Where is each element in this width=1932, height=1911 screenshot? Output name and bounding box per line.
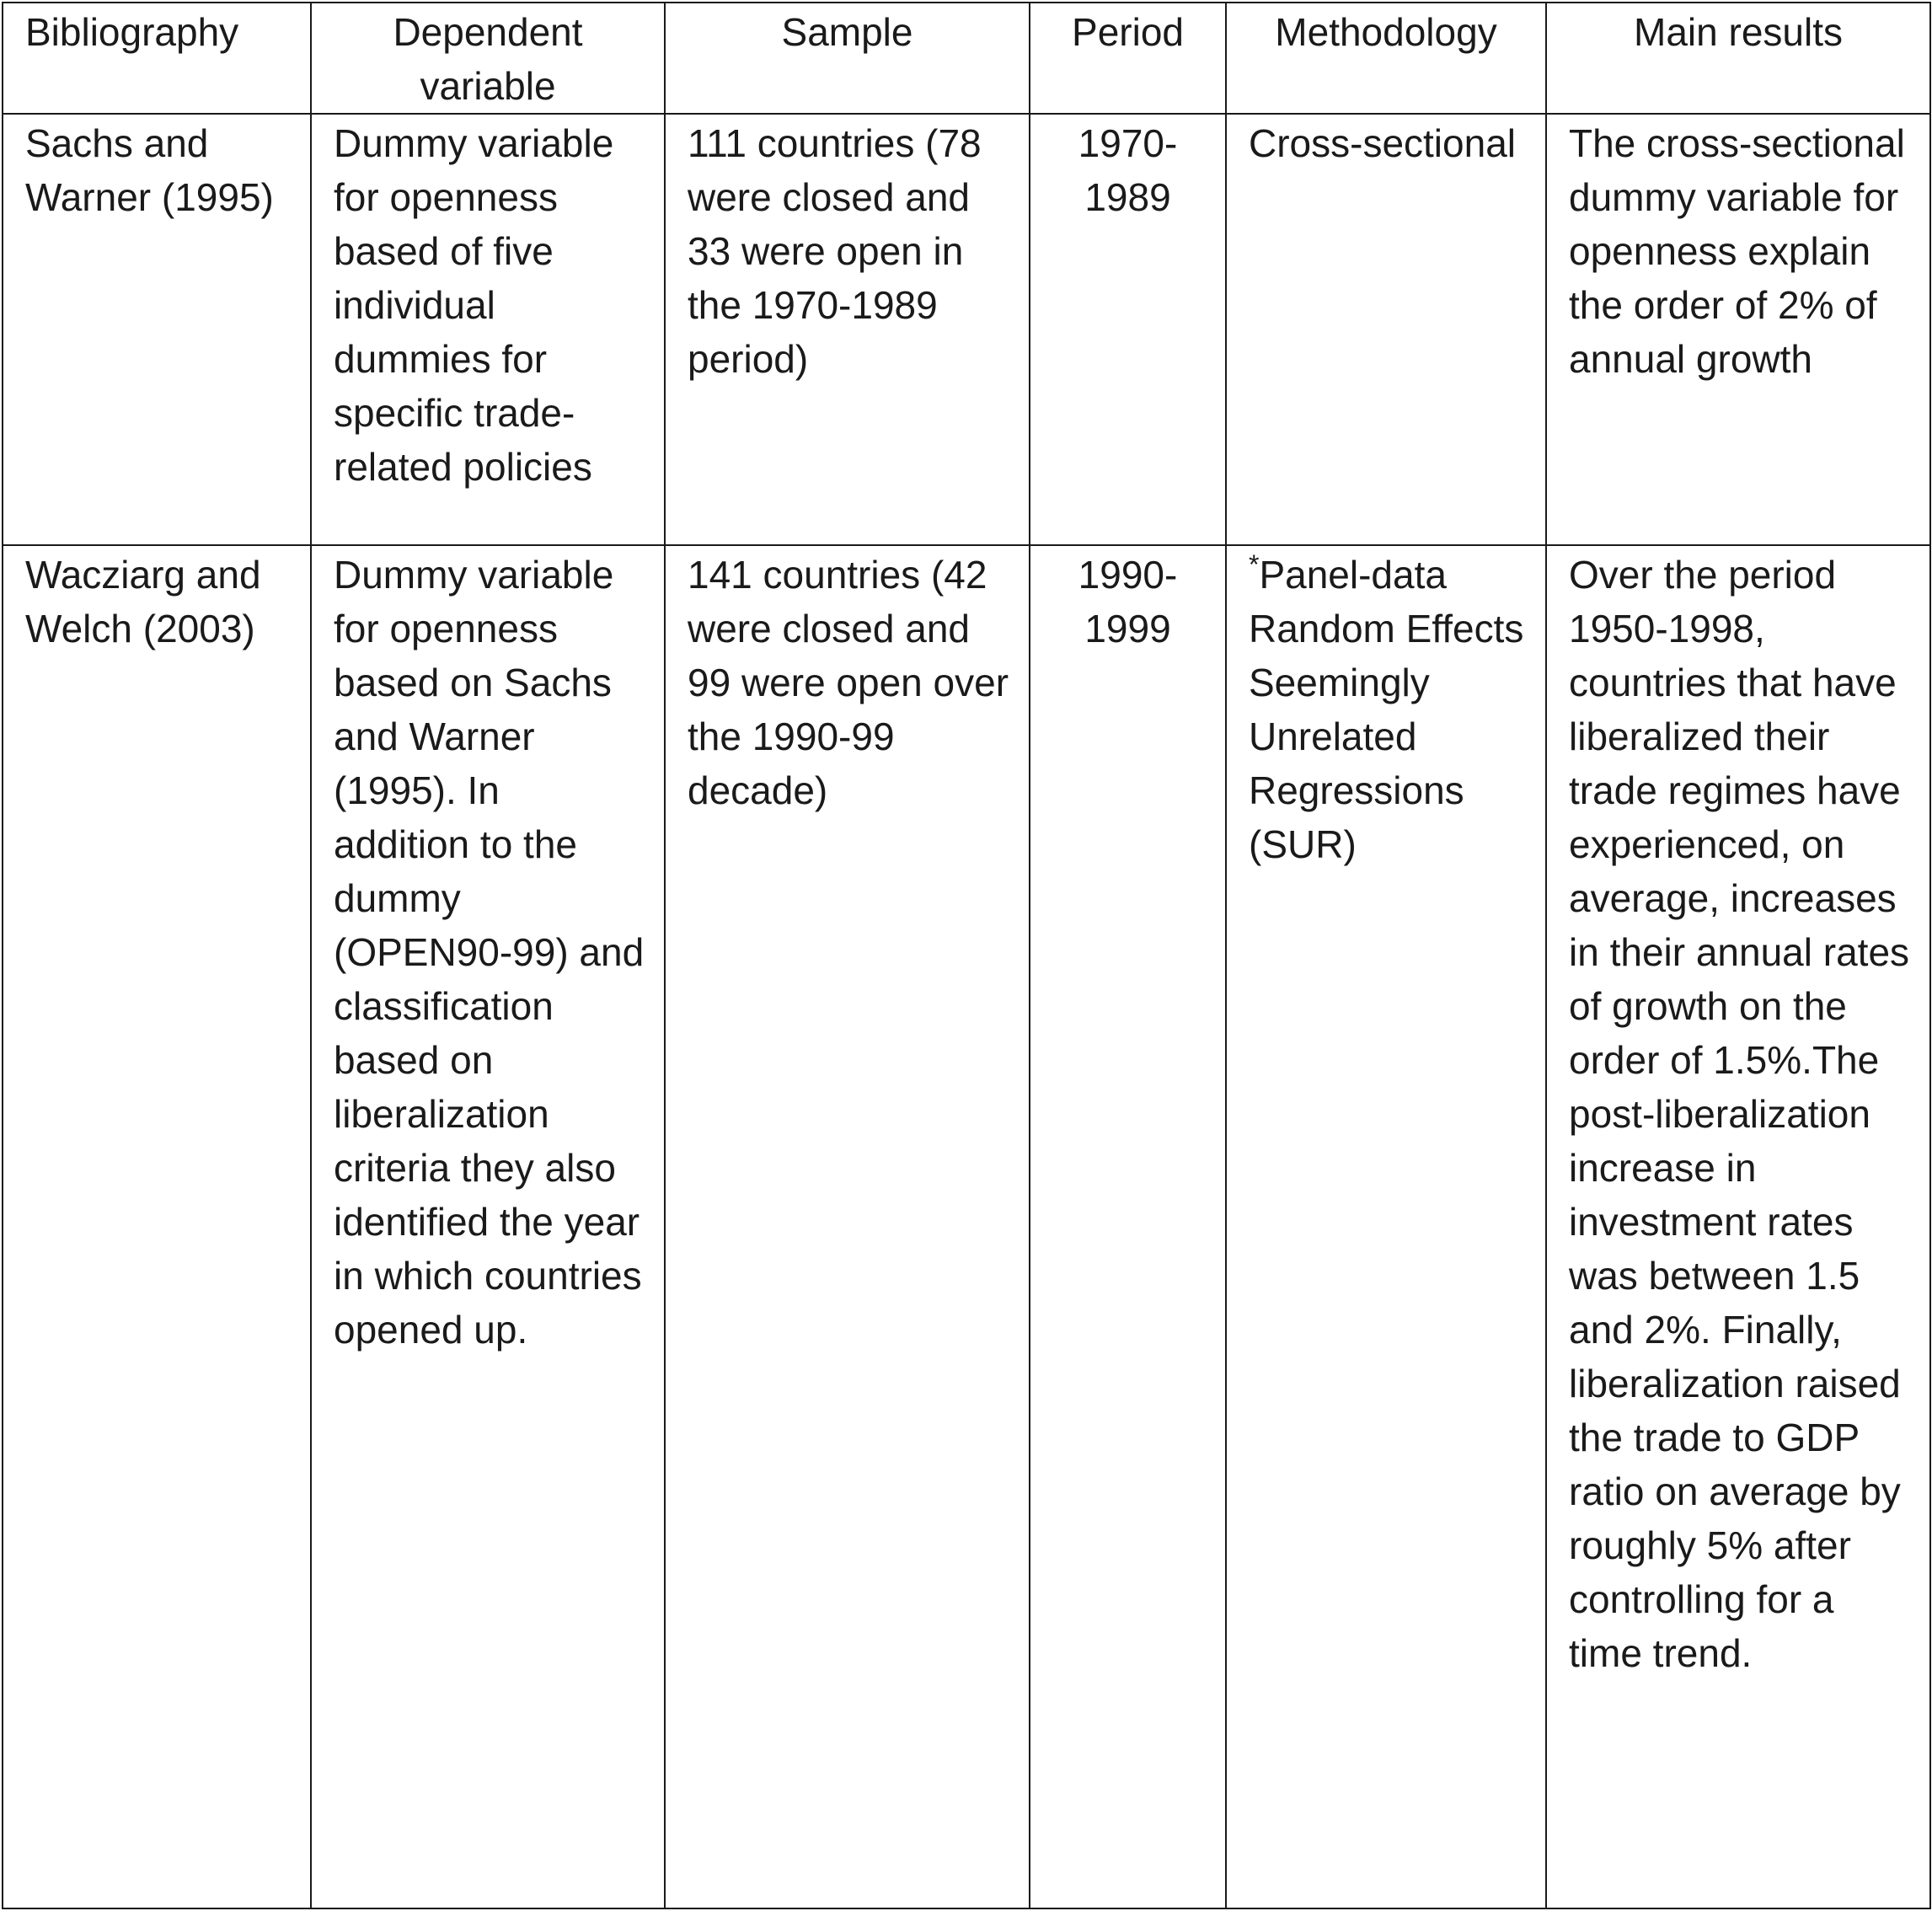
cell-main-results: Over the period 1950-1998, countries that have liberalized their trade regimes have experienced, on average, increases in their annual rates of growth on the order of 1.5%.The post-liberalization increase in investment rates was between 1.5 and 2%. Finally, liberalization raised the trade to GDP ratio on average by roughly 5% after controlling for a time trend. [1546, 545, 1930, 1908]
cell-dependent-variable: Dummy variable for openness based on Sachs and Warner (1995). In addition to the dummy (OPEN90-99) and classification based on liberalization criteria they also identified the year in which countries opened up. [311, 545, 665, 1908]
header-row [3, 3, 1930, 114]
cell-methodology-text: Panel-data Random Effects Seemingly Unrelated Regressions (SUR) [1249, 553, 1524, 866]
cell-bibliography: Wacziarg and Welch (2003) [3, 545, 311, 1908]
literature-review-table [2, 2, 1931, 1909]
cell-dependent-variable: Dummy variable for openness based of five individual dummies for specific trade-related policies [311, 114, 665, 545]
cell-main-results: The cross-sectional dummy variable for openness explain the order of 2% of annual growth [1546, 114, 1930, 545]
cell-bibliography: Sachs and Warner (1995) [3, 114, 311, 545]
header-dependent-variable: Dependent variable [311, 3, 665, 114]
header-period: Period [1030, 3, 1226, 114]
cell-sample: 111 countries (78 were closed and 33 were open in the 1970-1989 period) [665, 114, 1030, 545]
header-methodology: Methodology [1226, 3, 1546, 114]
cell-methodology [1226, 545, 1546, 1908]
cell-period: 1970-1989 [1030, 114, 1226, 545]
table-row [3, 545, 1930, 1908]
cell-sample: 141 countries (42 were closed and 99 were open over the 1990-99 decade) [665, 545, 1030, 1908]
header-main-results: Main results [1546, 3, 1930, 114]
header-sample: Sample [665, 3, 1030, 114]
cell-period: 1990-1999 [1030, 545, 1226, 1908]
header-bibliography: Bibliography [3, 3, 311, 114]
footnote-marker: * [1249, 549, 1260, 580]
cell-methodology: Cross-sectional [1226, 114, 1546, 545]
table-row [3, 114, 1930, 545]
